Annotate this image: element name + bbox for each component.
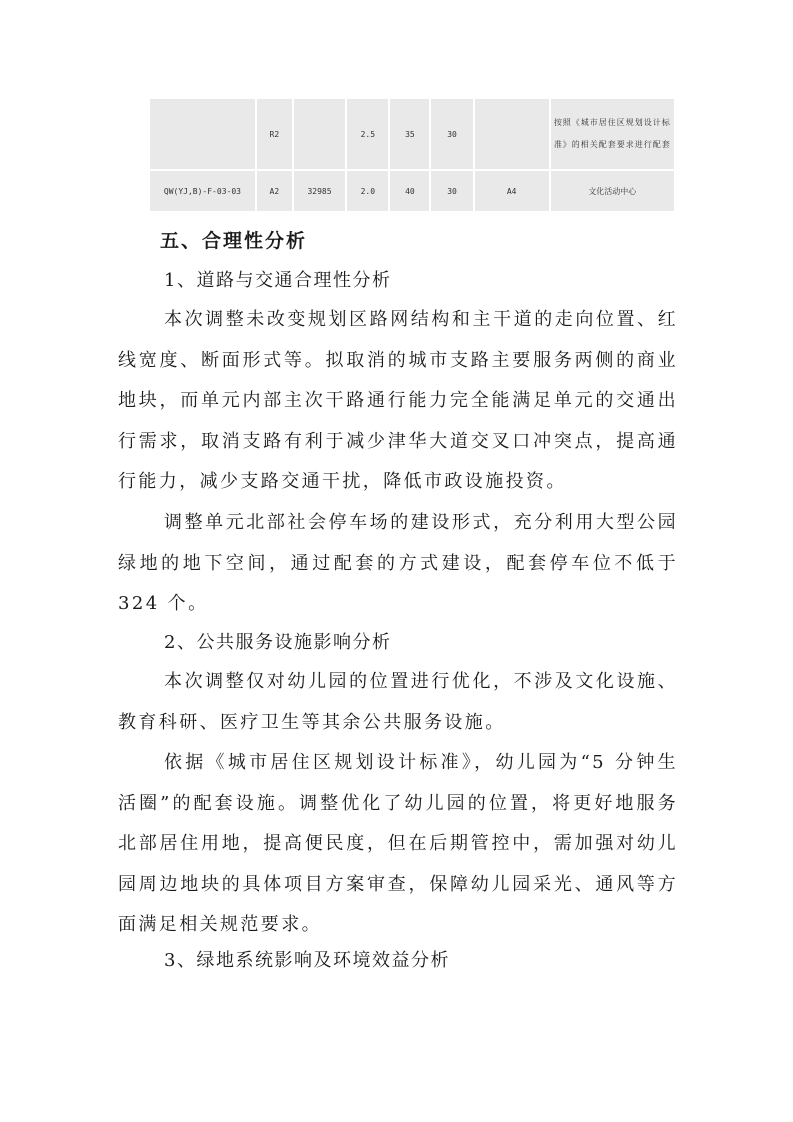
land-use-table bbox=[148, 99, 676, 211]
subsection-title-traffic: 1、道路与交通合理性分析 bbox=[164, 270, 392, 291]
table-cell-note: 按照《城市居住区规划设计标准》的相关配套要求进行配套 bbox=[550, 99, 675, 170]
section-heading: 五、合理性分析 bbox=[160, 230, 308, 252]
paragraph-traffic: 本次调整未改变规划区路网结构和主干道的走向位置、红线宽度、断面形式等。拟取消的城市支路主要服务两侧的商业地块，而单元内部主次干路通行能力完全能满足单元的交通出行需求，取消支路有利于减少津华大道交叉口冲突点，提高通行能力，减少支路交通干扰，降低市政设施投资。 bbox=[118, 309, 678, 492]
table-cell-code: QW(YJ,B)-F-03-03 bbox=[149, 170, 256, 211]
table-cell: A2 bbox=[256, 170, 293, 211]
table-cell: 35 bbox=[389, 99, 430, 170]
table-cell: 30 bbox=[430, 99, 473, 170]
table-row bbox=[149, 99, 675, 170]
subsection-title-public-services: 2、公共服务设施影响分析 bbox=[164, 632, 392, 653]
paragraph-parking: 调整单元北部社会停车场的建设形式，充分利用大型公园绿地的地下空间，通过配套的方式建设，配套停车位不低于 324 个。 bbox=[118, 512, 678, 614]
subsection-title-green-space: 3、绿地系统影响及环境效益分析 bbox=[164, 950, 450, 971]
table-cell: 2.5 bbox=[346, 99, 389, 170]
table-cell: 32985 bbox=[293, 170, 346, 211]
table-cell: 2.0 bbox=[346, 170, 389, 211]
table-cell: R2 bbox=[256, 99, 293, 170]
table-cell bbox=[293, 99, 346, 170]
table-cell-code bbox=[149, 99, 256, 170]
table-cell: 30 bbox=[430, 170, 473, 211]
table-cell-note: 文化活动中心 bbox=[550, 170, 675, 211]
paragraph-kindergarten: 本次调整仅对幼儿园的位置进行优化，不涉及文化设施、教育科研、医疗卫生等其余公共服务设施。 bbox=[118, 671, 678, 733]
table-row bbox=[149, 170, 675, 211]
table-cell: A4 bbox=[474, 170, 550, 211]
paragraph-living-circle: 依据《城市居住区规划设计标准》，幼儿园为“5 分钟生活圈”的配套设施。调整优化了幼儿园的位置，将更好地服务北部居住用地，提高便民度，但在后期管控中，需加强对幼儿园周边地块的具体项目方案审查，保障幼儿园采光、通风等方面满足相关规范要求。 bbox=[118, 752, 678, 935]
table-cell: 40 bbox=[389, 170, 430, 211]
table-cell bbox=[474, 99, 550, 170]
